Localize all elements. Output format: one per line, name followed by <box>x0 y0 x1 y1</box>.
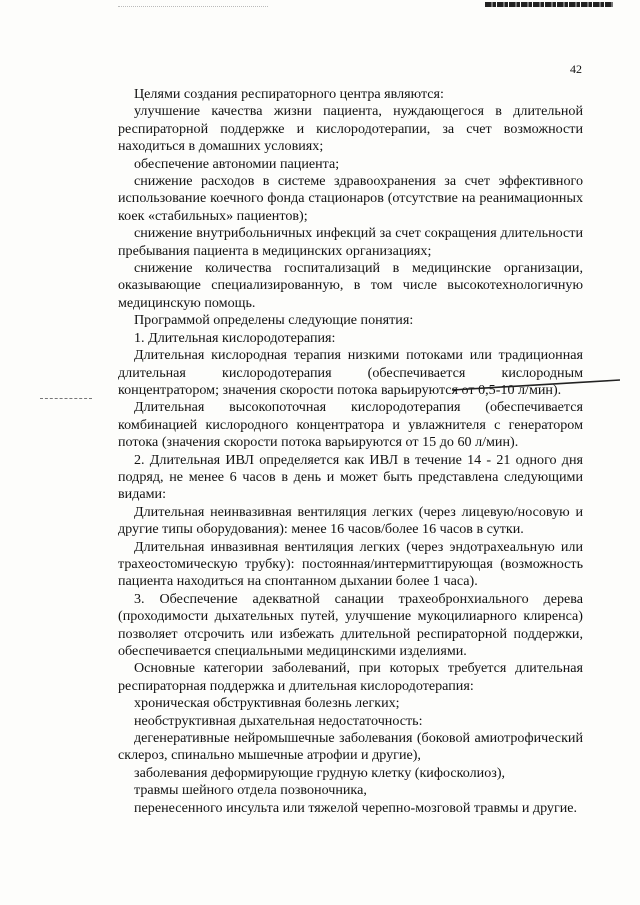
paragraph-disease-1: хроническая обструктивная болезнь легких; <box>134 695 400 712</box>
scan-artifact-top-left <box>118 6 268 9</box>
paragraph-concept-2b: Длительная инвазивная вентиляция легких (через эндотрахеальную или трахеостомическую трубку): постоянная/интермиттирующая (возможность пациента находиться на спонтанном дыхании более 1 часа). <box>118 538 583 590</box>
paragraph-disease-2b: заболевания деформирующие грудную клетку (кифосколиоз), <box>134 764 506 781</box>
paragraph-concept-1: 1. Длительная кислородотерапия: <box>134 329 336 346</box>
paragraph-concept-1b: Длительная высокопоточная кислородотерапия (обеспечивается комбинацией кислородного концентратора и увлажнителя с генератором потока (значения скорости потока варьируются от 15 до 60 л/мин). <box>118 399 583 451</box>
paragraph-disease-2a: дегенеративные нейромышечные заболевания (боковой амиотрофический склероз, спинально мышечные атрофии и другие), <box>118 730 583 764</box>
paragraph-concept-1a: Длительная кислородная терапия низкими потоками или традиционная длительная кислородотерапия (обеспечивается кислородным концентратором; значения скорости потока варьируются от 0,5-10 л/мин). <box>118 347 583 398</box>
document-body <box>118 86 583 817</box>
paragraph-disease-2: необструктивная дыхательная недостаточность: <box>134 712 423 729</box>
page-number: 42 <box>570 62 582 76</box>
paragraph-concept-2: 2. Длительная ИВЛ определяется как ИВЛ в течение 14 - 21 одного дня подряд, не менее 6 часов в день и может быть представлена следующими видами: <box>118 451 583 503</box>
scan-artifact-top-right <box>485 2 613 7</box>
handwritten-underline-stroke <box>452 376 620 394</box>
paragraph-concept-2a: Длительная неинвазивная вентиляция легких (через лицевую/носовую и другие типы оборудования): менее 16 часов/более 16 часов в сутки. <box>118 503 583 538</box>
paragraph-goal-2: обеспечение автономии пациента; <box>134 155 340 172</box>
paragraph-goal-3: снижение расходов в системе здравоохранения за счет эффективного использование коечного фонда стационаров (отсутствие на реанимационных коек «стабильных» пациентов); <box>118 173 583 224</box>
paragraph-concept-3: 3. Обеспечение адекватной санации трахеобронхиального дерева (проходимости дыхательных путей, улучшение мукоцилиарного клиренса) позволяет отсрочить или избежать длительной респираторной поддержки, обеспечивается специальными медицинскими изделиями. <box>118 590 583 659</box>
paragraph-goals-heading: Целями создания респираторного центра являются: <box>134 86 444 102</box>
paragraph-goal-1: улучшение качества жизни пациента, нуждающегося в длительной респираторной поддержке и кислородотерапии, за счет возможности находиться в домашних условиях; <box>118 103 583 155</box>
paragraph-diseases-heading: Основные категории заболеваний, при которых требуется длительная респираторная поддержка и длительная кислородотерапия: <box>118 660 583 694</box>
paragraph-goal-5: снижение количества госпитализаций в медицинские организации, оказывающие специализированную, в том числе высокотехнологичную медицинскую помощь. <box>118 260 583 311</box>
scan-artifact-left-margin <box>40 398 92 401</box>
paragraph-disease-2c: травмы шейного отдела позвоночника, <box>134 782 367 799</box>
paragraph-concepts-heading: Программой определены следующие понятия: <box>134 312 414 329</box>
paragraph-disease-2d: перенесенного инсульта или тяжелой черепно-мозговой травмы и другие. <box>134 799 578 816</box>
paragraph-goal-4: снижение внутрибольничных инфекций за счет сокращения длительности пребывания пациента в медицинских организациях; <box>118 225 583 259</box>
